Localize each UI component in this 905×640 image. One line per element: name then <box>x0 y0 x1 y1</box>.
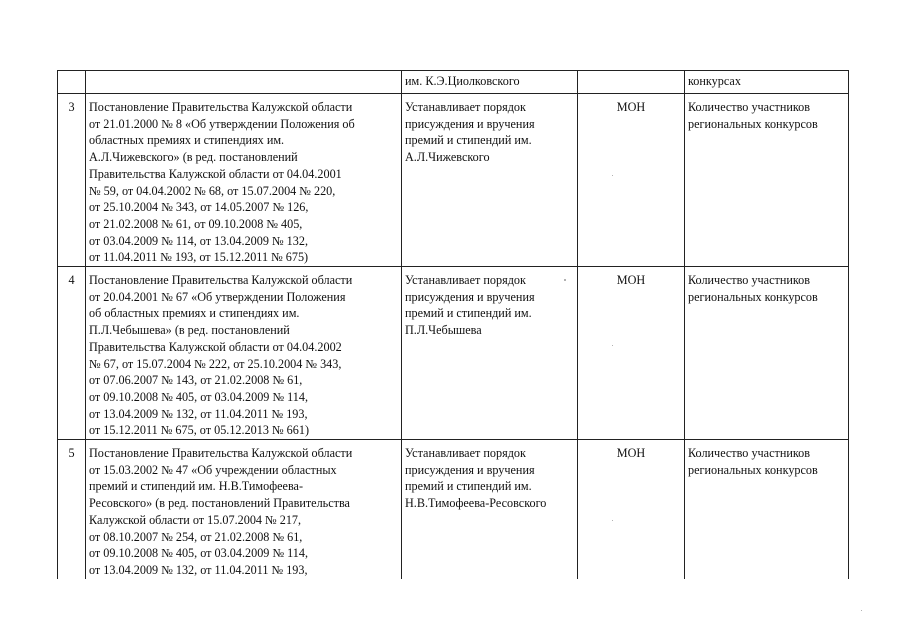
scan-speck <box>612 345 613 346</box>
text-line: об областных премиях и стипендиях им. <box>89 306 300 321</box>
text-line: Правительства Калужской области от 04.04.2002 <box>89 339 342 354</box>
cell-number: 3 <box>58 94 86 267</box>
text-line: Устанавливает порядок <box>405 100 526 114</box>
cell-indicator: конкурсах <box>685 71 849 94</box>
text-line: Постановление Правительства Калужской области <box>89 446 353 461</box>
text-line: П.Л.Чебышева» (в ред. постановлений <box>89 323 290 338</box>
text-line: Ресовского» (в ред. постановлений Правительства <box>89 496 350 511</box>
cell-act <box>86 94 402 267</box>
text-line: Устанавливает порядок <box>405 273 526 288</box>
table-row <box>58 94 849 267</box>
text-line: Постановление Правительства Калужской области <box>89 273 353 288</box>
text-line: № 59, от 04.04.2002 № 68, от 15.07.2004 № 220, <box>89 183 336 198</box>
table-row <box>58 440 849 579</box>
text-line: от 15.12.2011 № 675, от 05.12.2013 № 661) <box>89 423 310 438</box>
text-line: А.Л.Чижевского» (в ред. постановлений <box>89 150 298 165</box>
text-line: Правительства Калужской области от 04.04.2001 <box>89 166 342 181</box>
text-line: премий и стипендий им. <box>405 306 532 321</box>
text-line: от 21.01.2000 № 8 «Об утверждении Положения об <box>89 116 355 131</box>
text-line: от 25.10.2004 № 343, от 14.05.2007 № 126, <box>89 200 309 215</box>
text-line: присуждения и вручения <box>405 116 535 131</box>
text-line: от 11.04.2011 № 193, от 15.12.2011 № 675) <box>89 250 309 265</box>
text-line: региональных конкурсов <box>688 462 818 477</box>
text-line: региональных конкурсов <box>688 116 818 131</box>
cell-number <box>58 71 86 94</box>
scan-speck <box>612 175 613 176</box>
text-line: от 15.03.2002 № 47 «Об учреждении областных <box>89 462 337 477</box>
table-row <box>58 71 849 94</box>
text-line: Количество участников <box>688 446 811 461</box>
cell-purpose <box>402 267 578 440</box>
cell-purpose <box>402 94 578 267</box>
text-line: № 67, от 15.07.2004 № 222, от 25.10.2004 № 343, <box>89 356 342 371</box>
text-line: Количество участников <box>688 100 811 114</box>
text-line: Калужской области от 15.07.2004 № 217, <box>89 512 302 527</box>
text-line: П.Л.Чебышева <box>405 323 482 338</box>
text-line: Устанавливает порядок <box>405 446 526 461</box>
cell-organization: МОН <box>578 440 685 579</box>
table-row <box>58 267 849 440</box>
cell-indicator <box>685 267 849 440</box>
text-line: присуждения и вручения <box>405 289 535 304</box>
cell-number: 5 <box>58 440 86 579</box>
text-line: Н.В.Тимофеева-Ресовского <box>405 496 547 511</box>
text-line: от 13.04.2009 № 132, от 11.04.2011 № 193, <box>89 562 308 577</box>
text-line: областных премиях и стипендиях им. <box>89 133 285 148</box>
cell-purpose <box>402 440 578 579</box>
text-line: от 03.04.2009 № 114, от 13.04.2009 № 132, <box>89 233 308 248</box>
text-line: присуждения и вручения <box>405 462 535 477</box>
text-line: от 08.10.2007 № 254, от 21.02.2008 № 61, <box>89 529 303 544</box>
scan-speck <box>564 279 566 281</box>
text-line: региональных конкурсов <box>688 289 818 304</box>
scan-speck <box>861 610 862 611</box>
text-line: от 07.06.2007 № 143, от 21.02.2008 № 61, <box>89 373 303 388</box>
text-line: премий и стипендий им. <box>405 479 532 494</box>
scan-speck <box>612 520 613 521</box>
cell-number: 4 <box>58 267 86 440</box>
cell-indicator <box>685 94 849 267</box>
text-line: А.Л.Чижевского <box>405 150 490 165</box>
cell-organization: МОН <box>578 267 685 440</box>
cell-act <box>86 440 402 579</box>
cell-indicator <box>685 440 849 579</box>
cell-act <box>86 71 402 94</box>
text-line: от 09.10.2008 № 405, от 03.04.2009 № 114, <box>89 389 308 404</box>
cell-act <box>86 267 402 440</box>
text-line: от 21.02.2008 № 61, от 09.10.2008 № 405, <box>89 216 303 231</box>
text-line: премий и стипендий им. Н.В.Тимофеева- <box>89 479 304 494</box>
text-line: от 13.04.2009 № 132, от 11.04.2011 № 193, <box>89 406 308 421</box>
text-line: от 09.10.2008 № 405, от 03.04.2009 № 114, <box>89 546 308 561</box>
acts-table <box>57 70 849 579</box>
text-line: Количество участников <box>688 273 811 288</box>
cell-organization: МОН <box>578 94 685 267</box>
text-line: Постановление Правительства Калужской области <box>89 100 353 114</box>
cell-organization <box>578 71 685 94</box>
cell-purpose: им. К.Э.Циолковского <box>402 71 578 94</box>
text-line: от 20.04.2001 № 67 «Об утверждении Положения <box>89 289 346 304</box>
text-line: премий и стипендий им. <box>405 133 532 148</box>
